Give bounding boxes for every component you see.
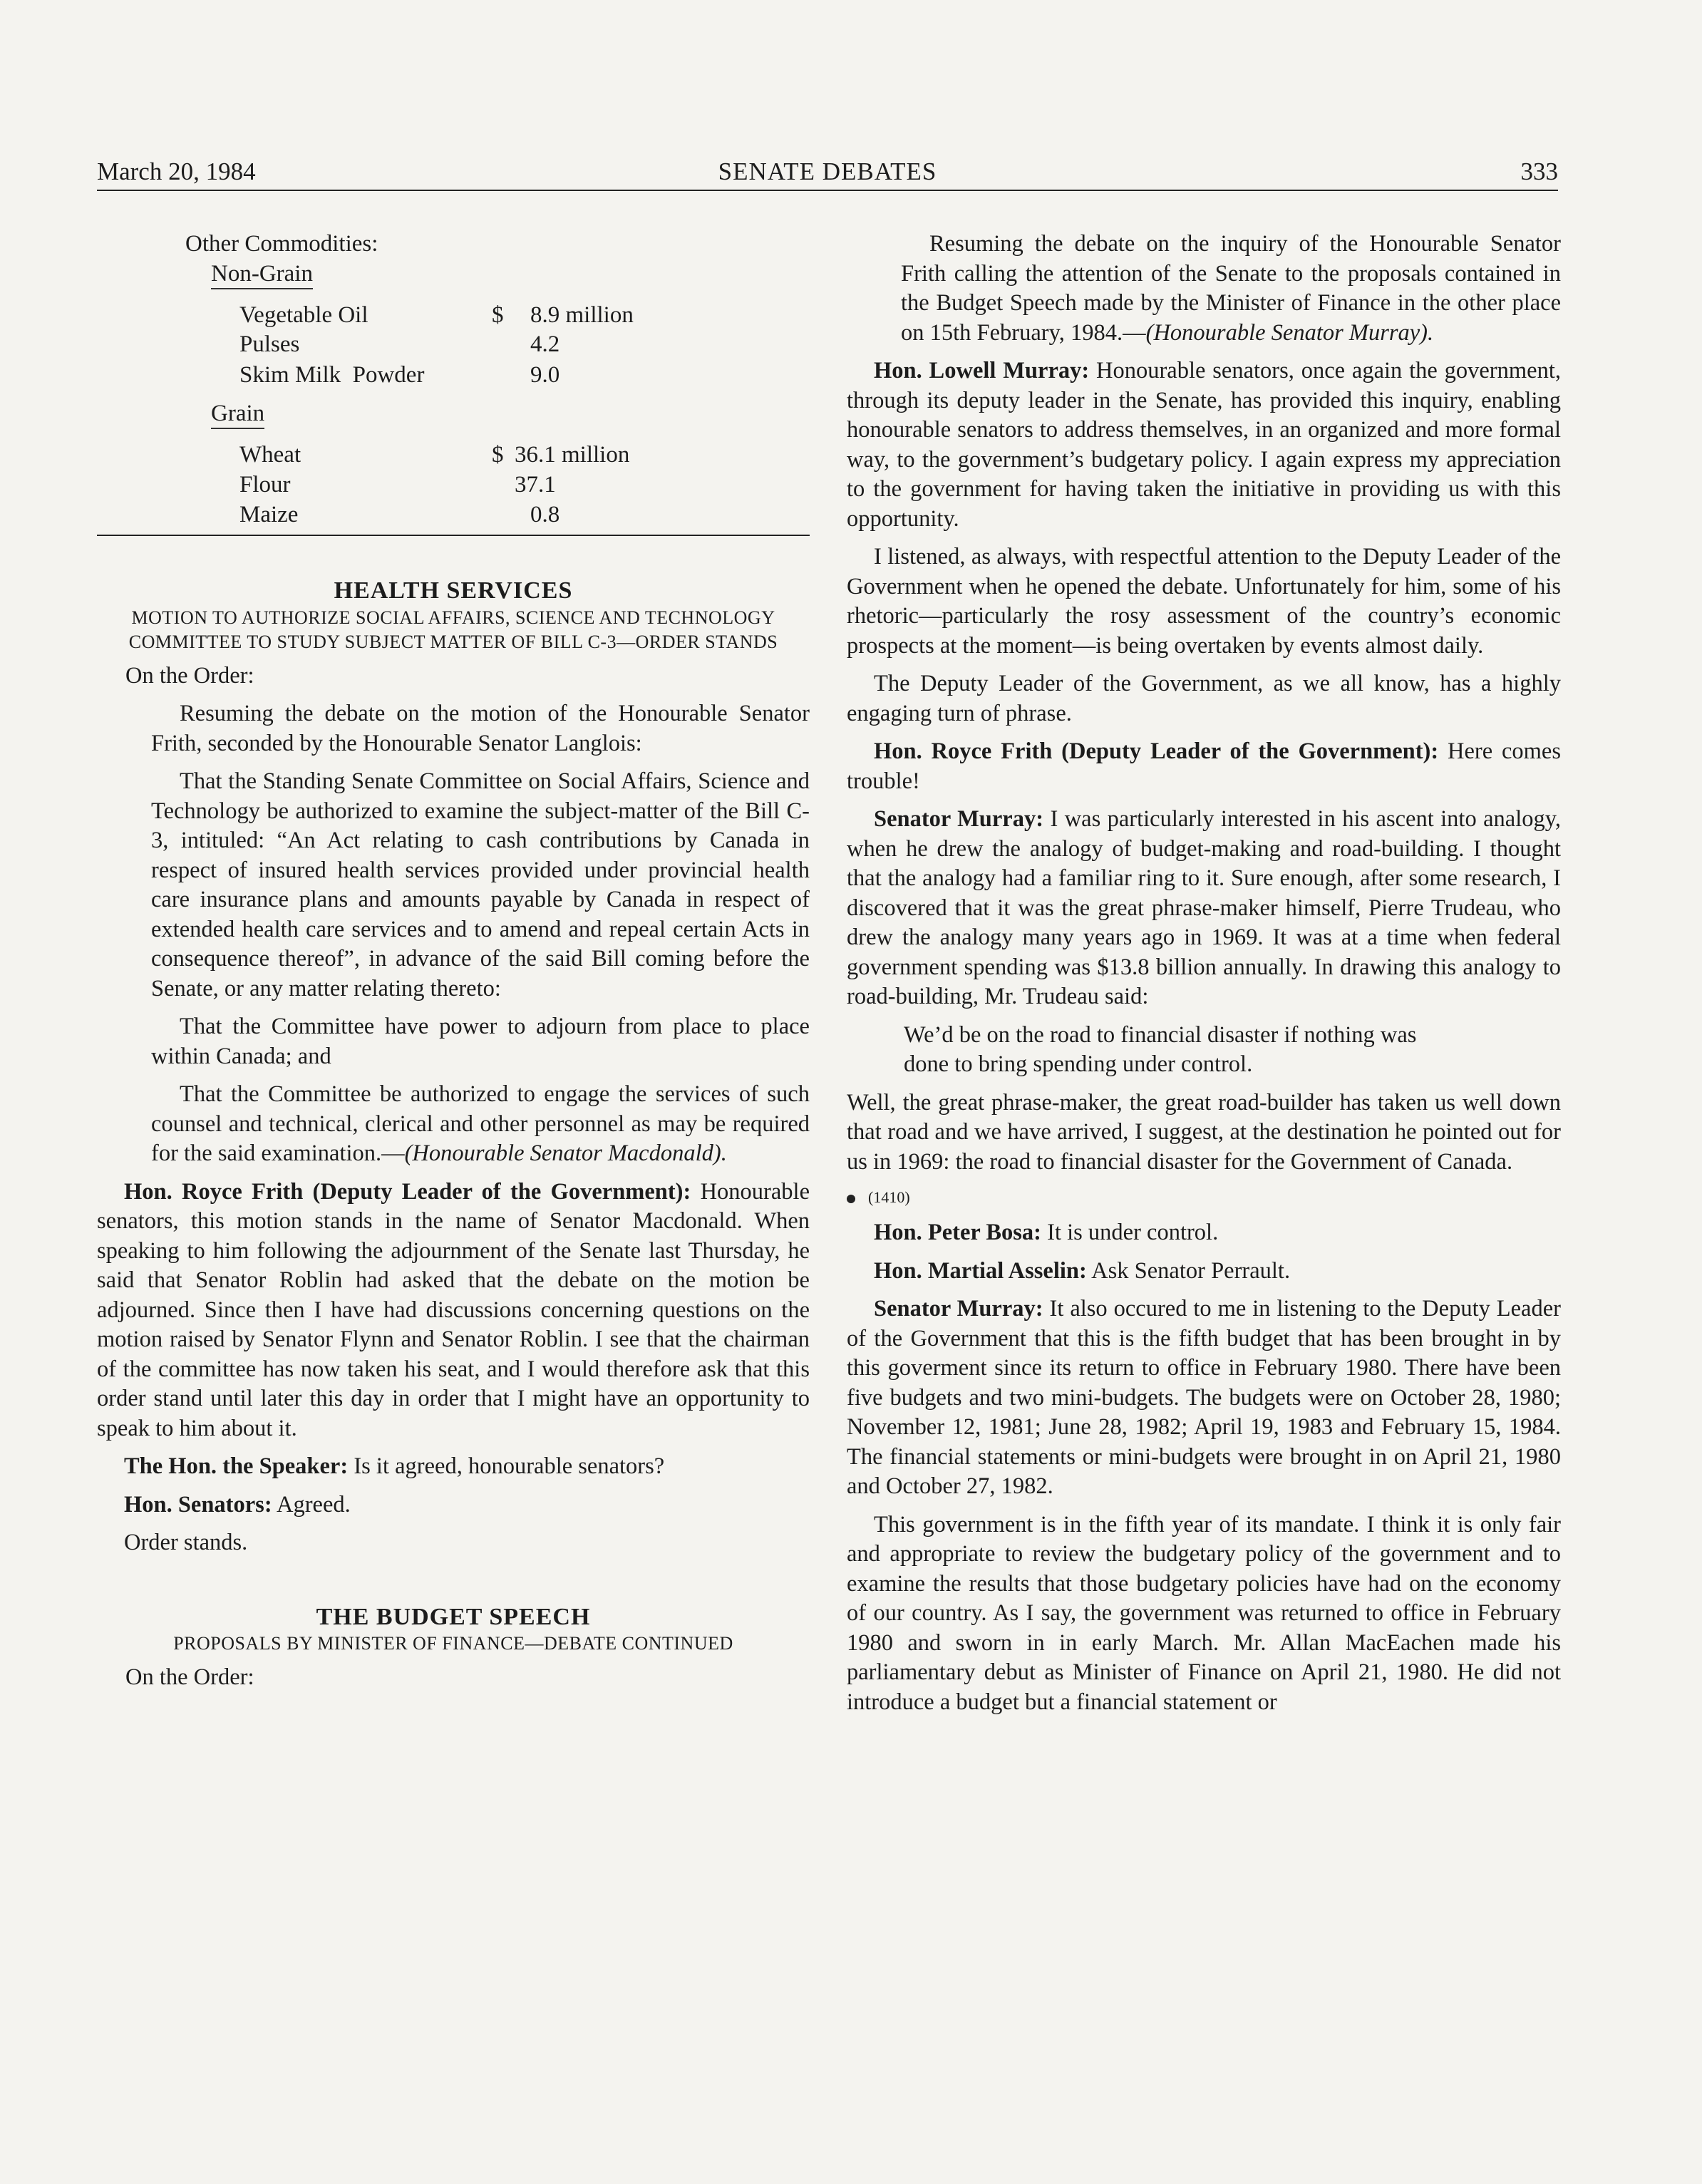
on-the-order: On the Order: (125, 662, 254, 689)
on-the-order: On the Order: (125, 1664, 254, 1690)
motion-paragraph-3: That the Committee be authorized to engage the services of such counsel and technical, clerical and other personnel as may be required for the said examination.—(Honourable Senator Macdonald). (151, 1081, 810, 1166)
header-date: March 20, 1984 (97, 158, 256, 185)
commodity-amount: 0.8 (530, 502, 560, 527)
commodities-title: Other Commodities: (185, 231, 378, 257)
speaker-name: Hon. Peter Bosa: (874, 1220, 1041, 1245)
section-divider (97, 535, 810, 536)
order-stands: Order stands. (124, 1530, 248, 1555)
commodity-amount: 8.9 million (530, 302, 634, 328)
commodity-name: Skim Milk Powder (239, 362, 425, 388)
speaker-name: Hon. Senators: (124, 1491, 272, 1518)
frith-interjection: Hon. Royce Frith (Deputy Leader of the Government): Here comes trouble! (847, 738, 1561, 794)
health-services-subheading: MOTION TO AUTHORIZE SOCIAL AFFAIRS, SCIENCE AND TECHNOLOGY COMMITTEE TO STUDY SUBJECT MATTER OF BILL C-3—ORDER STANDS (128, 607, 778, 652)
page-header (97, 154, 1558, 191)
page-number: 333 (1520, 158, 1558, 185)
asselin-interjection: Hon. Martial Asselin: Ask Senator Perrault. (874, 1257, 1291, 1284)
left-column (97, 230, 810, 1701)
paragraph-road-builder: Well, the great phrase-maker, the great road-builder has taken us well down that road and we have arrived, I suggest, at the destination he pointed out for us in 1969: the road to financial disaster for the Government of Canada. (847, 1089, 1561, 1175)
commodity-currency: $ (492, 442, 504, 468)
paragraph-turn-of-phrase: The Deputy Leader of the Government, as we all know, has a highly engaging turn of phrase. (847, 671, 1561, 726)
speaker-name: The Hon. the Speaker: (124, 1453, 349, 1479)
speaker-name: Hon. Royce Frith (Deputy Leader of the Government): (874, 738, 1439, 764)
motion-paragraph-2: That the Committee have power to adjourn from place to place within Canada; and (151, 1014, 810, 1069)
trudeau-quote: We’d be on the road to financial disaster if nothing was done to bring spending under control. (904, 1021, 1417, 1077)
bullet-icon (847, 1195, 855, 1203)
paragraph-mandate: This government is in the fifth year of its mandate. I think it is only fair and appropriate to review the budgetary policy of the government and to examine the results that those budgetary policies have had on the economy of our country. As I say, the government was returned to office in February 1980 and sworn in in early March. Mr. Allan MacEachen made his parliamentary debut as Minister of Finance on April 21, 1980. He did not introduce a budget but a financial statement or (847, 1511, 1561, 1715)
commodity-currency: $ (492, 302, 504, 328)
commodity-amount: 37.1 (515, 472, 556, 498)
murray-statement-3: Senator Murray: It also occured to me in listening to the Deputy Leader of the Government that this is the fifth budget that has been brought in by this goverment since its return to office in February 1980. There have been five budgets and two mini-budgets. The budgets were on October 28, 1980; November 12, 1981; June 28, 1982; April 19, 1983 and February 15, 1984. The financial statements or mini-budgets were brought in on April 21, 1980 and October 27, 1982. (847, 1296, 1561, 1499)
speaker-name: Hon. Lowell Murray: (874, 358, 1090, 383)
grain-label: Grain (211, 401, 264, 429)
commodity-name: Wheat (239, 442, 301, 468)
commodity-name: Maize (239, 502, 299, 527)
speaker-name: Senator Murray: (874, 1296, 1043, 1322)
commodity-name: Pulses (239, 331, 300, 357)
non-grain-label: Non-Grain (211, 261, 313, 289)
commodity-amount: 4.2 (530, 331, 560, 357)
bosa-interjection: Hon. Peter Bosa: It is under control. (874, 1220, 1219, 1245)
inquiry-resuming: Resuming the debate on the inquiry of the Honourable Senator Frith calling the attention of the Senate to the proposals contained in the Budget Speech made by the Minister of Finance in the other place on 15th February, 1984.—(Honourable Senator Murray). (901, 231, 1561, 346)
commodity-name: Flour (239, 472, 291, 498)
time-marker: (1410) (847, 1185, 1561, 1210)
commodity-amount: 9.0 (530, 362, 560, 388)
paragraph-deputy-leader: I listened, as always, with respectful attention to the Deputy Leader of the Government when he opened the debate. Unfortunately for him, some of his rhetoric—particularly the rosy assessment of the country’s economic prospects at the moment—is being overtaken by events almost daily. (847, 544, 1561, 659)
commodities-table (97, 230, 810, 529)
commodity-amount: 36.1 million (515, 442, 630, 468)
right-column (847, 230, 1561, 1726)
senators-reply: Hon. Senators: Agreed. (124, 1491, 351, 1518)
inquiry-attribution: (Honourable Senator Murray). (1145, 319, 1434, 346)
resuming-paragraph: Resuming the debate on the motion of the Honourable Senator Frith, seconded by the Honourable Senator Langlois: (151, 701, 810, 756)
speaker-name: Hon. Royce Frith (Deputy Leader of the Government): (124, 1178, 691, 1205)
murray-statement-1: Hon. Lowell Murray: Honourable senators, once again the government, through its deputy leader in the Senate, has provided this inquiry, enabling honourable senators to address themselves, in an organized and more formal way, to the government’s budgetary policy. I again express my appreciation to the government for having taken the initiative in providing us with this opportunity. (847, 358, 1561, 532)
speaker-name: Senator Murray: (874, 806, 1044, 832)
motion-attribution: (Honourable Senator Macdonald). (404, 1140, 727, 1166)
header-title: SENATE DEBATES (718, 158, 937, 185)
budget-speech-subheading: PROPOSALS BY MINISTER OF FINANCE—DEBATE CONTINUED (173, 1633, 733, 1654)
health-services-heading: HEALTH SERVICES (334, 577, 573, 604)
speaker-name: Hon. Martial Asselin: (874, 1257, 1087, 1284)
budget-speech-heading: THE BUDGET SPEECH (316, 1603, 591, 1630)
commodity-name: Vegetable Oil (239, 302, 368, 328)
murray-statement-2: Senator Murray: I was particularly interested in his ascent into analogy, when he drew the analogy of budget-making and road-building. I thought that the analogy had a familiar ring to it. Sure enough, after some research, I discovered that it was the great phrase-maker himself, Pierre Trudeau, who drew the analogy many years ago in 1969. It was at a time when federal government spending was $13.8 billion annually. In drawing this analogy to road-building, Mr. Trudeau said: (847, 806, 1561, 1009)
motion-paragraph-1: That the Standing Senate Committee on Social Affairs, Science and Technology be authorized to examine the subject-matter of the Bill C-3, intituled: “An Act relating to cash contributions by Canada in respect of insured health services provided under provincial health care insurance plans and amounts payable by Canada in respect of extended health care services and to amend and repeal certain Acts in consequence thereof”, in advance of the said Bill coming before the Senate, or any matter relating thereto: (151, 768, 810, 1001)
frith-statement: Hon. Royce Frith (Deputy Leader of the Government): Honourable senators, this motion stands in the name of Senator Macdonald. When speaking to him following the adjournment of the Senate last Thursday, he said that Senator Roblin had asked that the debate on the motion be adjourned. Since then I have had discussions concerning questions on the motion raised by Senator Flynn and Senator Roblin. I see that the chairman of the committee has now taken his seat, and I would therefore ask that this order stand until later this day in order that I might have an opportunity to speak to him about it. (97, 1178, 810, 1441)
speaker-question: The Hon. the Speaker: Is it agreed, honourable senators? (124, 1453, 665, 1479)
